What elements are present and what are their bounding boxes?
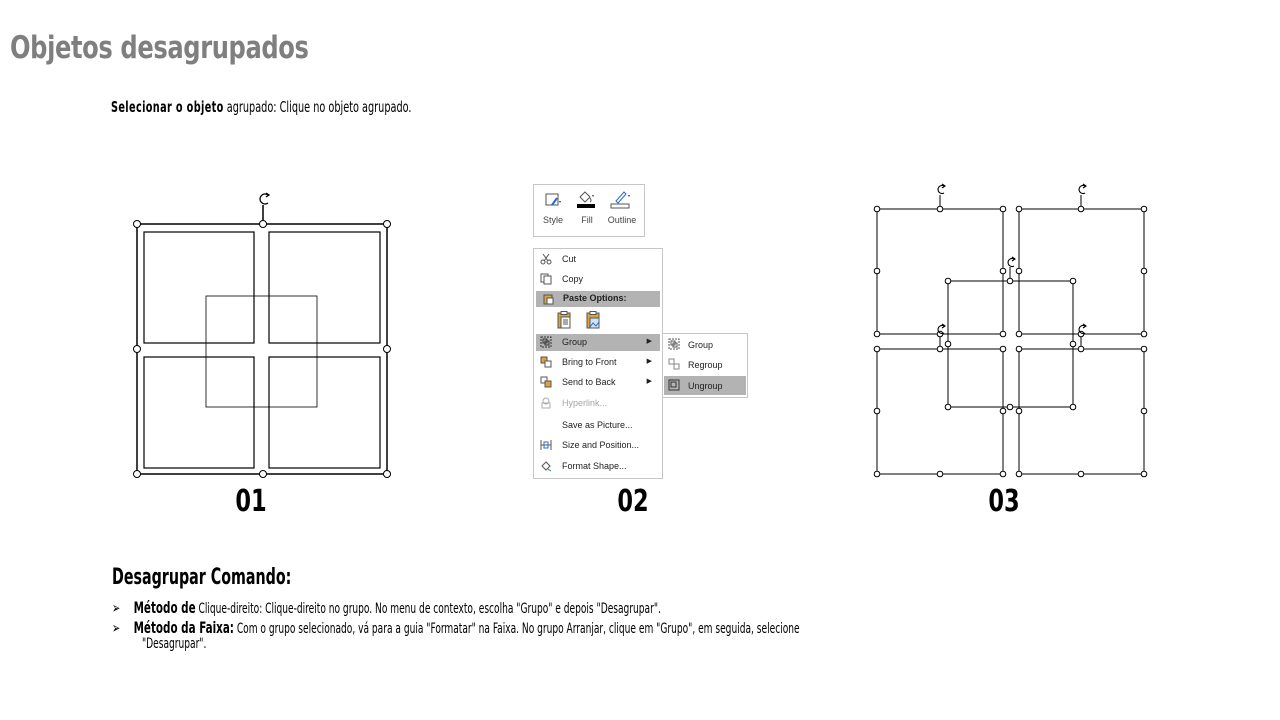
figure-label-02: 02 bbox=[617, 484, 649, 519]
menu-item-label: Copy bbox=[562, 274, 584, 284]
rotate-handle-icon bbox=[938, 184, 1086, 334]
menu-item-label: Hyperlink... bbox=[562, 398, 608, 408]
method-item-2-continuation: "Desagrupar". bbox=[142, 636, 207, 652]
submenu-item-label: Regroup bbox=[688, 360, 723, 370]
select-instruction-bold: Selecionar o objeto bbox=[111, 98, 224, 116]
arrow-bullet-icon: ➢ bbox=[112, 619, 121, 637]
menu-item-label: Format Shape... bbox=[562, 461, 627, 471]
submenu-item-label: Ungroup bbox=[688, 381, 723, 391]
menu-item-label: Save as Picture... bbox=[562, 420, 633, 430]
page-title: Objetos desagrupados bbox=[10, 30, 309, 66]
method-label: Método de bbox=[133, 598, 196, 617]
command-heading: Desagrupar Comando: bbox=[112, 565, 292, 590]
fill-label: Fill bbox=[581, 215, 593, 225]
arrow-bullet-icon: ➢ bbox=[112, 599, 121, 617]
menu-item-label: Send to Back bbox=[562, 377, 616, 387]
submenu-item-label: Group bbox=[688, 340, 714, 350]
submenu-arrow-icon: ▶ bbox=[646, 358, 652, 365]
outline-label: Outline bbox=[607, 215, 637, 225]
menu-item-label: Bring to Front bbox=[562, 357, 617, 367]
method-text: Clique-direito: Clique-direito no grupo. No menu de contexto, escolha "Grupo" e depois "Desagrupar". bbox=[195, 601, 661, 617]
menu-item-label: Cut bbox=[562, 254, 577, 264]
figure-label-01: 01 bbox=[235, 484, 267, 519]
paste-options-label: Paste Options: bbox=[563, 293, 627, 303]
select-instruction-rest: agrupado: Clique no objeto agrupado. bbox=[223, 98, 412, 116]
method-text: Com o grupo selecionado, vá para a guia "Formatar" na Faixa. No grupo Arranjar, clique em "Grupo", em seguida, selecione bbox=[233, 621, 800, 637]
method-item-1 bbox=[112, 598, 661, 617]
submenu-arrow-icon: ▶ bbox=[646, 378, 652, 385]
method-item-2 bbox=[112, 618, 800, 637]
menu-item-label: Size and Position... bbox=[562, 440, 640, 450]
figure-label-03: 03 bbox=[988, 484, 1020, 519]
submenu-arrow-icon: ▶ bbox=[646, 338, 652, 345]
method-label: Método da Faixa: bbox=[133, 618, 234, 637]
style-label: Style bbox=[542, 215, 563, 225]
menu-item-label: Group bbox=[562, 337, 588, 347]
